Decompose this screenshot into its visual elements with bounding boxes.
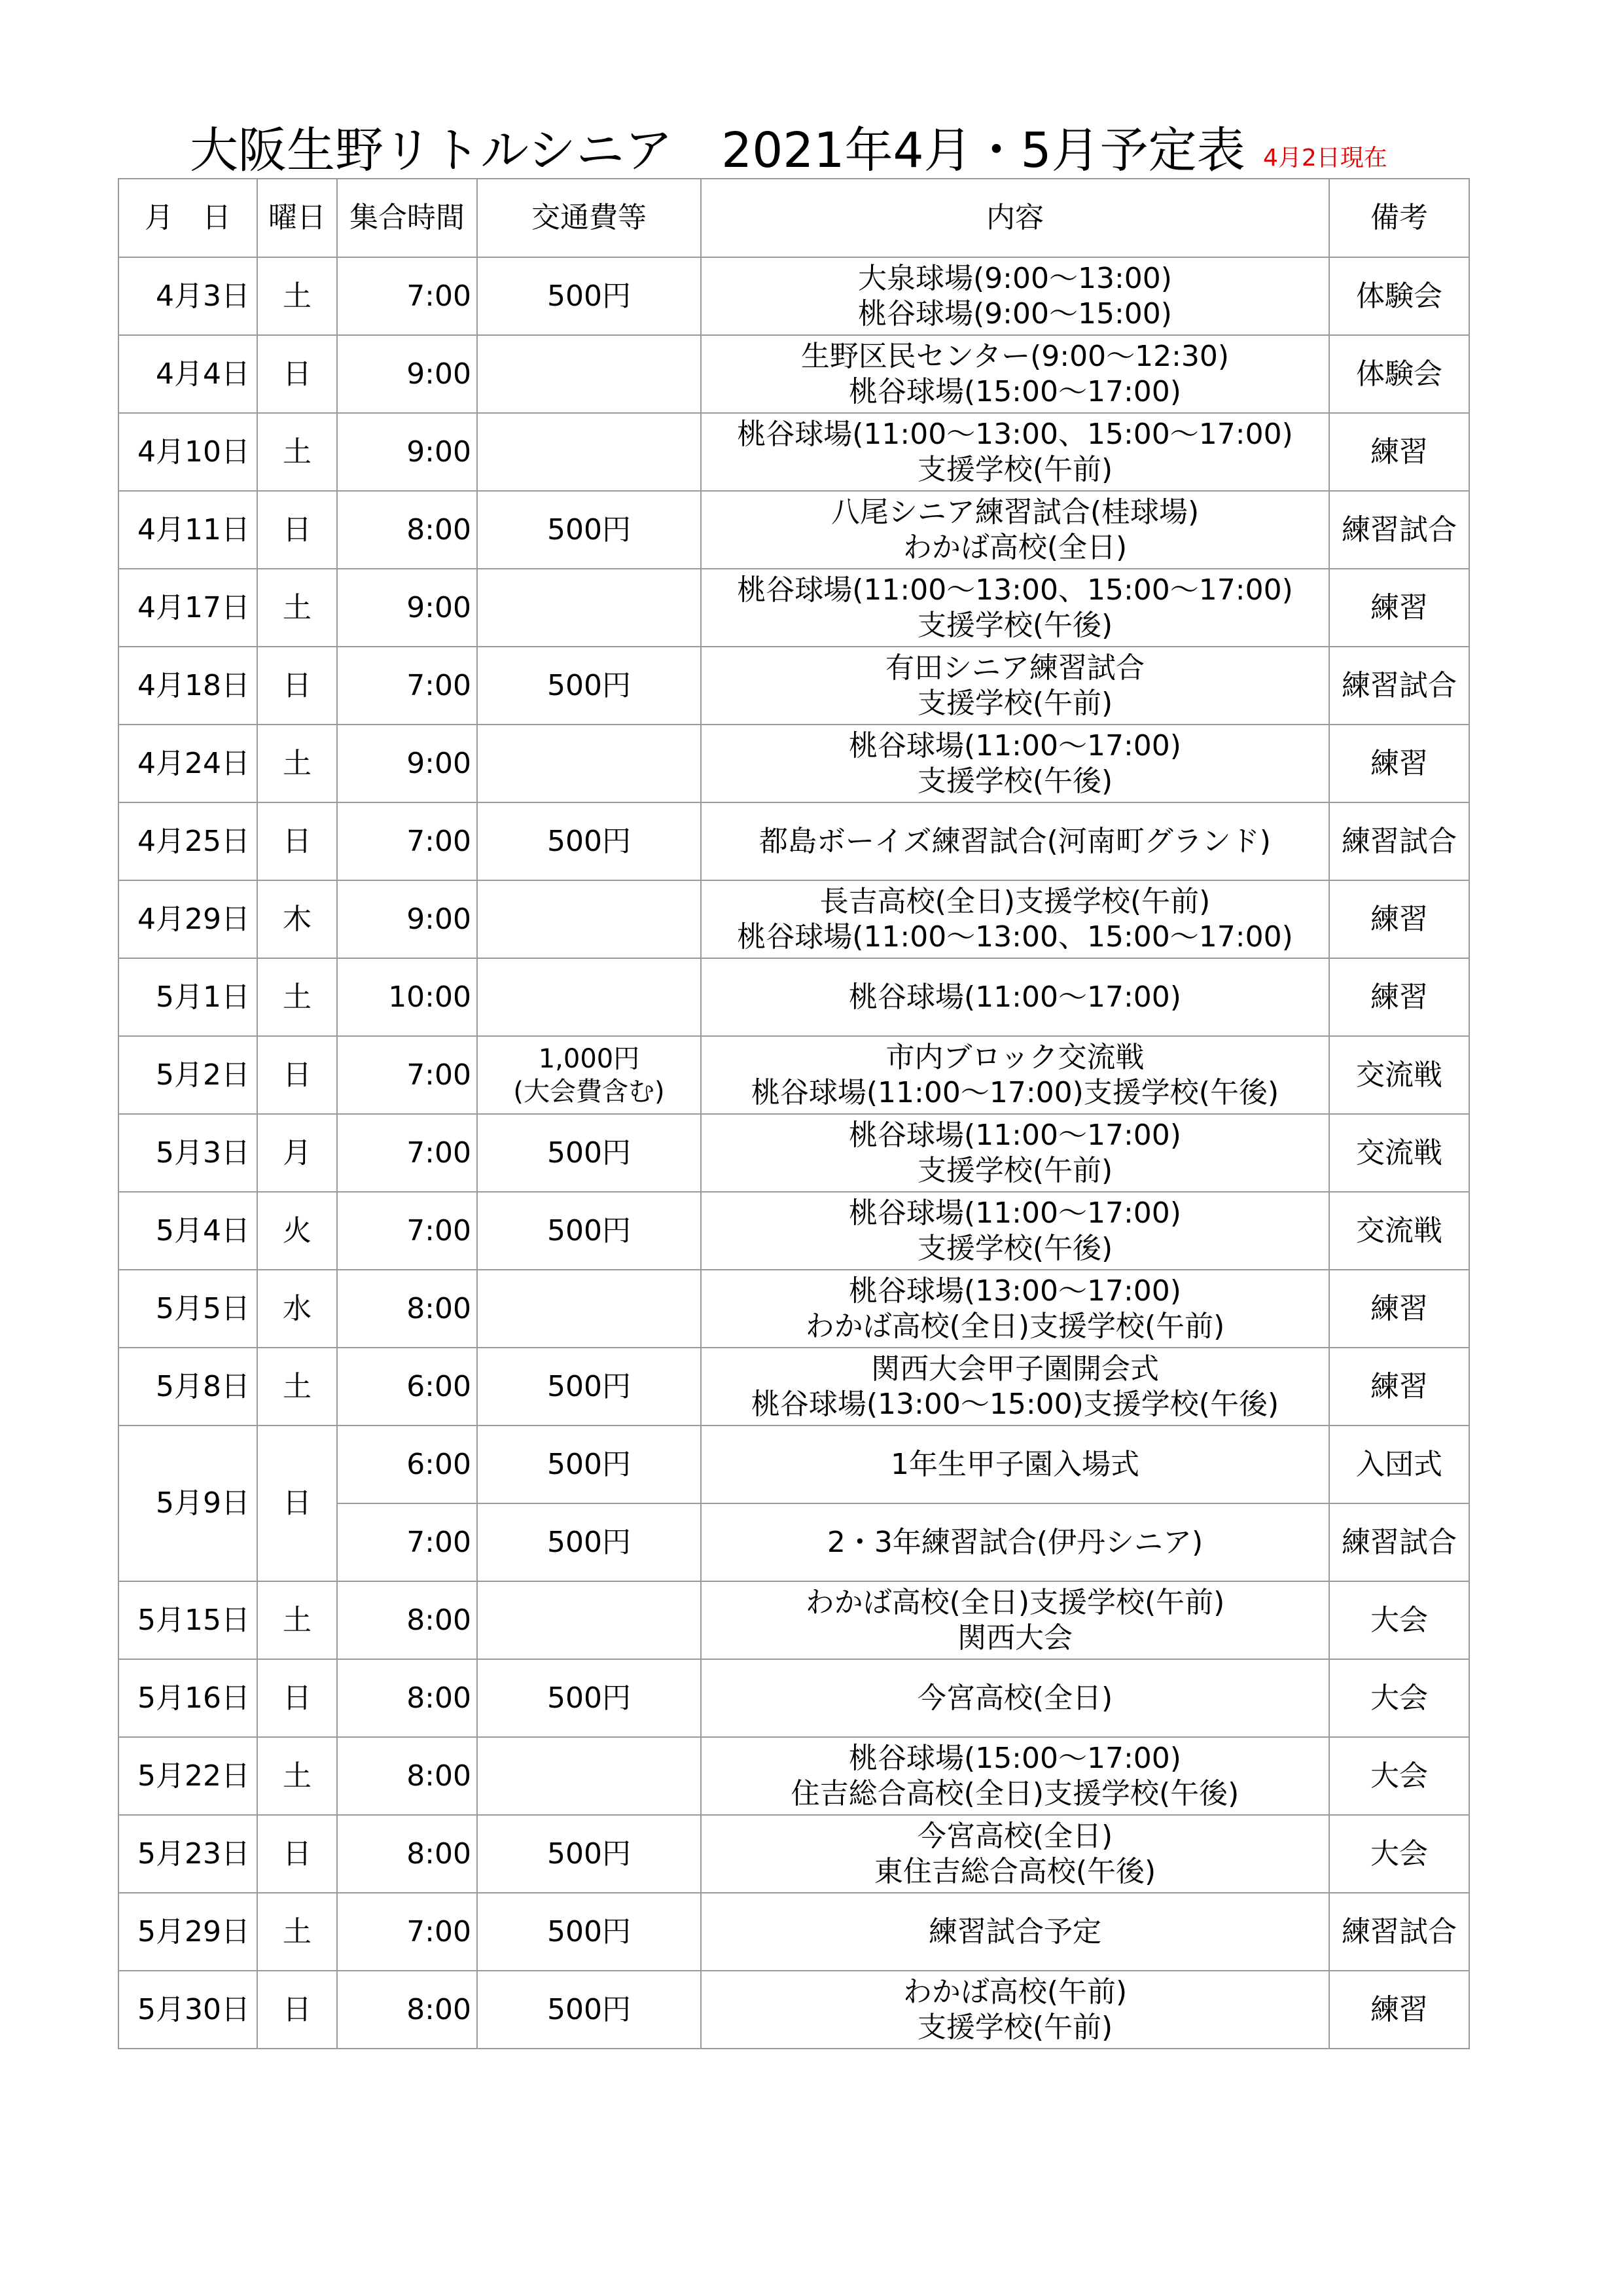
dow-cell: 月 xyxy=(257,1114,337,1192)
page-title: 大阪生野リトルシニア 2021年4月・5月予定表 xyxy=(190,122,1245,179)
table-row xyxy=(118,491,1469,569)
content-line: 桃谷球場(11:00～13:00、15:00～17:00) xyxy=(737,573,1293,607)
dow-cell: 土 xyxy=(257,413,337,491)
date-cell: 4月18日 xyxy=(118,647,257,725)
content-line: わかば高校(全日) xyxy=(902,530,1128,564)
date-cell: 5月1日 xyxy=(118,958,257,1036)
content-cell xyxy=(701,1426,1329,1503)
content-line: わかば高校(全日)支援学校(午前) xyxy=(805,1585,1225,1619)
fee-cell xyxy=(477,335,701,413)
fee-cell xyxy=(477,569,701,647)
fee-text: 500円 xyxy=(547,1525,631,1559)
header-content: 内容 xyxy=(701,179,1329,257)
time-cell: 7:00 xyxy=(337,1893,477,1971)
time-cell: 7:00 xyxy=(337,647,477,725)
content-line: 八尾シニア練習試合(桂球場) xyxy=(830,495,1200,529)
note-cell: 練習試合 xyxy=(1329,1503,1469,1581)
content-cell xyxy=(701,1971,1329,2049)
note-cell: 練習試合 xyxy=(1329,1893,1469,1971)
time-cell: 6:00 xyxy=(337,1348,477,1426)
note-cell: 交流戦 xyxy=(1329,1036,1469,1114)
content-line: 桃谷球場(13:00～17:00) xyxy=(849,1274,1181,1308)
header-time: 集合時間 xyxy=(337,179,477,257)
fee-text: 500円 xyxy=(547,279,631,313)
dow-cell: 日 xyxy=(257,802,337,880)
fee-cell xyxy=(477,1581,701,1659)
date-cell: 4月4日 xyxy=(118,335,257,413)
note-cell: 練習 xyxy=(1329,1348,1469,1426)
fee-cell xyxy=(477,1192,701,1270)
content-cell xyxy=(701,569,1329,647)
note-cell: 練習試合 xyxy=(1329,647,1469,725)
fee-cell xyxy=(477,1270,701,1348)
table-row xyxy=(118,1036,1469,1114)
time-cell: 8:00 xyxy=(337,1581,477,1659)
content-line: 生野区民センター(9:00～12:30) xyxy=(800,339,1230,373)
fee-text: 500円 xyxy=(547,1213,631,1247)
date-cell: 5月23日 xyxy=(118,1815,257,1893)
content-line: 桃谷球場(11:00～17:00) xyxy=(849,728,1181,762)
fee-cell xyxy=(477,1893,701,1971)
fee-cell xyxy=(477,880,701,958)
fee-cell xyxy=(477,1659,701,1737)
content-cell xyxy=(701,1192,1329,1270)
fee-cell xyxy=(477,1036,701,1114)
date-cell: 4月17日 xyxy=(118,569,257,647)
table-row xyxy=(118,1270,1469,1348)
time-cell: 8:00 xyxy=(337,1971,477,2049)
dow-cell: 土 xyxy=(257,725,337,802)
date-cell: 4月29日 xyxy=(118,880,257,958)
date-cell: 5月2日 xyxy=(118,1036,257,1114)
time-cell: 7:00 xyxy=(337,257,477,335)
time-cell: 7:00 xyxy=(337,802,477,880)
date-cell: 5月30日 xyxy=(118,1971,257,2049)
time-cell: 9:00 xyxy=(337,413,477,491)
fee-cell xyxy=(477,413,701,491)
content-line: 支援学校(午後) xyxy=(917,764,1113,798)
date-cell: 5月4日 xyxy=(118,1192,257,1270)
content-line: 桃谷球場(15:00～17:00) xyxy=(849,374,1181,408)
fee-cell xyxy=(477,1815,701,1893)
content-cell xyxy=(701,1114,1329,1192)
table-row xyxy=(118,958,1469,1036)
content-line: わかば高校(全日)支援学校(午前) xyxy=(805,1309,1225,1343)
dow-cell: 日 xyxy=(257,1971,337,2049)
time-cell: 7:00 xyxy=(337,1192,477,1270)
dow-cell: 日 xyxy=(257,1659,337,1737)
note-cell: 練習 xyxy=(1329,569,1469,647)
content-cell xyxy=(701,1270,1329,1348)
table-row xyxy=(118,1815,1469,1893)
date-cell: 5月9日 xyxy=(118,1426,257,1581)
content-line: 1年生甲子園入場式 xyxy=(891,1447,1139,1481)
content-line: 東住吉総合高校(午後) xyxy=(874,1854,1156,1888)
content-cell xyxy=(701,335,1329,413)
dow-cell: 日 xyxy=(257,1426,337,1581)
time-cell: 8:00 xyxy=(337,1270,477,1348)
note-cell: 大会 xyxy=(1329,1659,1469,1737)
content-line: 支援学校(午前) xyxy=(917,686,1113,720)
table-row xyxy=(118,1581,1469,1659)
date-cell: 5月15日 xyxy=(118,1581,257,1659)
fee-text: 500円 xyxy=(547,1681,631,1715)
date-cell: 5月5日 xyxy=(118,1270,257,1348)
table-row xyxy=(118,257,1469,335)
note-cell: 練習 xyxy=(1329,725,1469,802)
content-line: 桃谷球場(11:00～17:00) xyxy=(849,1196,1181,1230)
table-row xyxy=(118,569,1469,647)
content-cell xyxy=(701,413,1329,491)
date-cell: 4月11日 xyxy=(118,491,257,569)
date-cell: 5月29日 xyxy=(118,1893,257,1971)
note-cell: 大会 xyxy=(1329,1581,1469,1659)
note-cell: 体験会 xyxy=(1329,335,1469,413)
fee-text: 500円 xyxy=(547,1447,631,1481)
content-line: 市内ブロック交流戦 xyxy=(885,1040,1145,1074)
header xyxy=(190,115,1433,187)
fee-cell xyxy=(477,1426,701,1503)
content-cell xyxy=(701,1503,1329,1581)
as-of-date: 4月2日現在 xyxy=(1263,145,1387,171)
time-cell: 9:00 xyxy=(337,725,477,802)
fee-text: 500円 xyxy=(547,1369,631,1403)
table-row xyxy=(118,1737,1469,1815)
date-cell: 5月22日 xyxy=(118,1737,257,1815)
time-cell: 6:00 xyxy=(337,1426,477,1503)
dow-cell: 日 xyxy=(257,1036,337,1114)
table-row xyxy=(118,725,1469,802)
content-cell xyxy=(701,1581,1329,1659)
fee-cell xyxy=(477,958,701,1036)
content-cell xyxy=(701,725,1329,802)
content-line: わかば高校(午前) xyxy=(902,1975,1128,2009)
fee-note: (大会費含む) xyxy=(513,1076,665,1107)
content-line: 練習試合予定 xyxy=(929,1914,1101,1948)
content-line: 今宮高校(全日) xyxy=(917,1819,1113,1853)
date-cell: 4月25日 xyxy=(118,802,257,880)
note-cell: 大会 xyxy=(1329,1737,1469,1815)
content-line: 支援学校(午前) xyxy=(917,2010,1113,2044)
header-dow: 曜日 xyxy=(257,179,337,257)
date-cell: 5月8日 xyxy=(118,1348,257,1426)
content-line: 大泉球場(9:00～13:00) xyxy=(858,261,1172,295)
content-line: 支援学校(午後) xyxy=(917,1231,1113,1265)
note-cell: 交流戦 xyxy=(1329,1192,1469,1270)
note-cell: 交流戦 xyxy=(1329,1114,1469,1192)
content-line: 長吉高校(全日)支援学校(午前) xyxy=(819,884,1211,918)
content-cell xyxy=(701,1737,1329,1815)
header-note: 備考 xyxy=(1329,179,1469,257)
fee-text: 500円 xyxy=(547,1837,631,1871)
content-line: 桃谷球場(11:00～17:00) xyxy=(849,1118,1181,1152)
dow-cell: 日 xyxy=(257,1815,337,1893)
date-cell: 4月24日 xyxy=(118,725,257,802)
dow-cell: 土 xyxy=(257,1737,337,1815)
date-cell: 5月3日 xyxy=(118,1114,257,1192)
fee-cell xyxy=(477,1503,701,1581)
time-cell: 8:00 xyxy=(337,1815,477,1893)
note-cell: 練習 xyxy=(1329,958,1469,1036)
content-cell xyxy=(701,647,1329,725)
table-row xyxy=(118,1114,1469,1192)
note-cell: 練習 xyxy=(1329,413,1469,491)
dow-cell: 火 xyxy=(257,1192,337,1270)
table-row xyxy=(118,647,1469,725)
note-cell: 練習試合 xyxy=(1329,491,1469,569)
note-cell: 練習 xyxy=(1329,1971,1469,2049)
content-line: 支援学校(午後) xyxy=(917,608,1113,642)
time-cell: 7:00 xyxy=(337,1503,477,1581)
fee-cell xyxy=(477,647,701,725)
content-line: 桃谷球場(11:00～13:00、15:00～17:00) xyxy=(737,417,1293,451)
content-line: 2・3年練習試合(伊丹シニア) xyxy=(827,1525,1204,1559)
fee-text: 500円 xyxy=(547,668,631,702)
content-line: 支援学校(午前) xyxy=(917,1153,1113,1187)
fee-text: 500円 xyxy=(547,1914,631,1948)
content-line: 桃谷球場(15:00～17:00) xyxy=(849,1741,1181,1775)
note-cell: 体験会 xyxy=(1329,257,1469,335)
table-row xyxy=(118,1893,1469,1971)
time-cell: 8:00 xyxy=(337,491,477,569)
time-cell: 8:00 xyxy=(337,1659,477,1737)
dow-cell: 土 xyxy=(257,1348,337,1426)
dow-cell: 土 xyxy=(257,958,337,1036)
time-cell: 7:00 xyxy=(337,1036,477,1114)
time-cell: 8:00 xyxy=(337,1737,477,1815)
fee-text: 500円 xyxy=(547,824,631,858)
fee-cell xyxy=(477,1348,701,1426)
fee-cell xyxy=(477,725,701,802)
header-fee: 交通費等 xyxy=(477,179,701,257)
content-line: 支援学校(午前) xyxy=(917,452,1113,486)
table-row xyxy=(118,1971,1469,2049)
content-cell xyxy=(701,880,1329,958)
dow-cell: 日 xyxy=(257,491,337,569)
table-row xyxy=(118,880,1469,958)
dow-cell: 水 xyxy=(257,1270,337,1348)
content-line: 都島ボーイズ練習試合(河南町グランド) xyxy=(759,824,1271,858)
time-cell: 9:00 xyxy=(337,880,477,958)
fee-cell xyxy=(477,491,701,569)
dow-cell: 土 xyxy=(257,1581,337,1659)
content-line: 桃谷球場(11:00～17:00)支援学校(午後) xyxy=(751,1075,1279,1109)
time-cell: 7:00 xyxy=(337,1114,477,1192)
content-line: 桃谷球場(9:00～15:00) xyxy=(858,296,1172,331)
note-cell: 練習試合 xyxy=(1329,802,1469,880)
content-line: 桃谷球場(11:00～13:00、15:00～17:00) xyxy=(737,920,1293,954)
content-cell xyxy=(701,1815,1329,1893)
table-row xyxy=(118,1659,1469,1737)
date-cell: 5月16日 xyxy=(118,1659,257,1737)
content-cell xyxy=(701,802,1329,880)
fee-text: 1,000円 xyxy=(538,1043,640,1074)
date-cell: 4月10日 xyxy=(118,413,257,491)
dow-cell: 土 xyxy=(257,1893,337,1971)
content-line: 関西大会甲子園開会式 xyxy=(871,1352,1159,1386)
fee-cell xyxy=(477,1971,701,2049)
table-row xyxy=(118,1426,1469,1503)
fee-cell xyxy=(477,257,701,335)
note-cell: 入団式 xyxy=(1329,1426,1469,1503)
content-line: 桃谷球場(11:00～17:00) xyxy=(849,980,1181,1014)
content-cell xyxy=(701,1348,1329,1426)
header-date: 月 日 xyxy=(118,179,257,257)
content-line: 関西大会 xyxy=(957,1621,1073,1655)
time-cell: 10:00 xyxy=(337,958,477,1036)
content-line: 有田シニア練習試合 xyxy=(885,651,1145,685)
table-row xyxy=(118,1192,1469,1270)
dow-cell: 土 xyxy=(257,569,337,647)
fee-text: 500円 xyxy=(547,1992,631,2026)
content-cell xyxy=(701,1659,1329,1737)
fee-text: 500円 xyxy=(547,512,631,547)
dow-cell: 木 xyxy=(257,880,337,958)
fee-cell xyxy=(477,1114,701,1192)
schedule-table xyxy=(118,178,1470,2049)
dow-cell: 日 xyxy=(257,335,337,413)
table-header-row xyxy=(118,179,1469,257)
content-line: 住吉総合高校(全日)支援学校(午後) xyxy=(791,1776,1240,1810)
dow-cell: 日 xyxy=(257,647,337,725)
content-line: 今宮高校(全日) xyxy=(917,1681,1113,1715)
fee-cell xyxy=(477,1737,701,1815)
content-cell xyxy=(701,257,1329,335)
table-row xyxy=(118,1348,1469,1426)
dow-cell: 土 xyxy=(257,257,337,335)
table-row xyxy=(118,802,1469,880)
content-cell xyxy=(701,491,1329,569)
time-cell: 9:00 xyxy=(337,569,477,647)
note-cell: 練習 xyxy=(1329,880,1469,958)
table-row xyxy=(118,335,1469,413)
date-cell: 4月3日 xyxy=(118,257,257,335)
fee-text: 500円 xyxy=(547,1136,631,1170)
time-cell: 9:00 xyxy=(337,335,477,413)
content-cell xyxy=(701,1036,1329,1114)
table-row xyxy=(118,413,1469,491)
fee-cell xyxy=(477,802,701,880)
content-cell xyxy=(701,1893,1329,1971)
content-line: 桃谷球場(13:00～15:00)支援学校(午後) xyxy=(751,1387,1279,1421)
note-cell: 大会 xyxy=(1329,1815,1469,1893)
note-cell: 練習 xyxy=(1329,1270,1469,1348)
content-cell xyxy=(701,958,1329,1036)
